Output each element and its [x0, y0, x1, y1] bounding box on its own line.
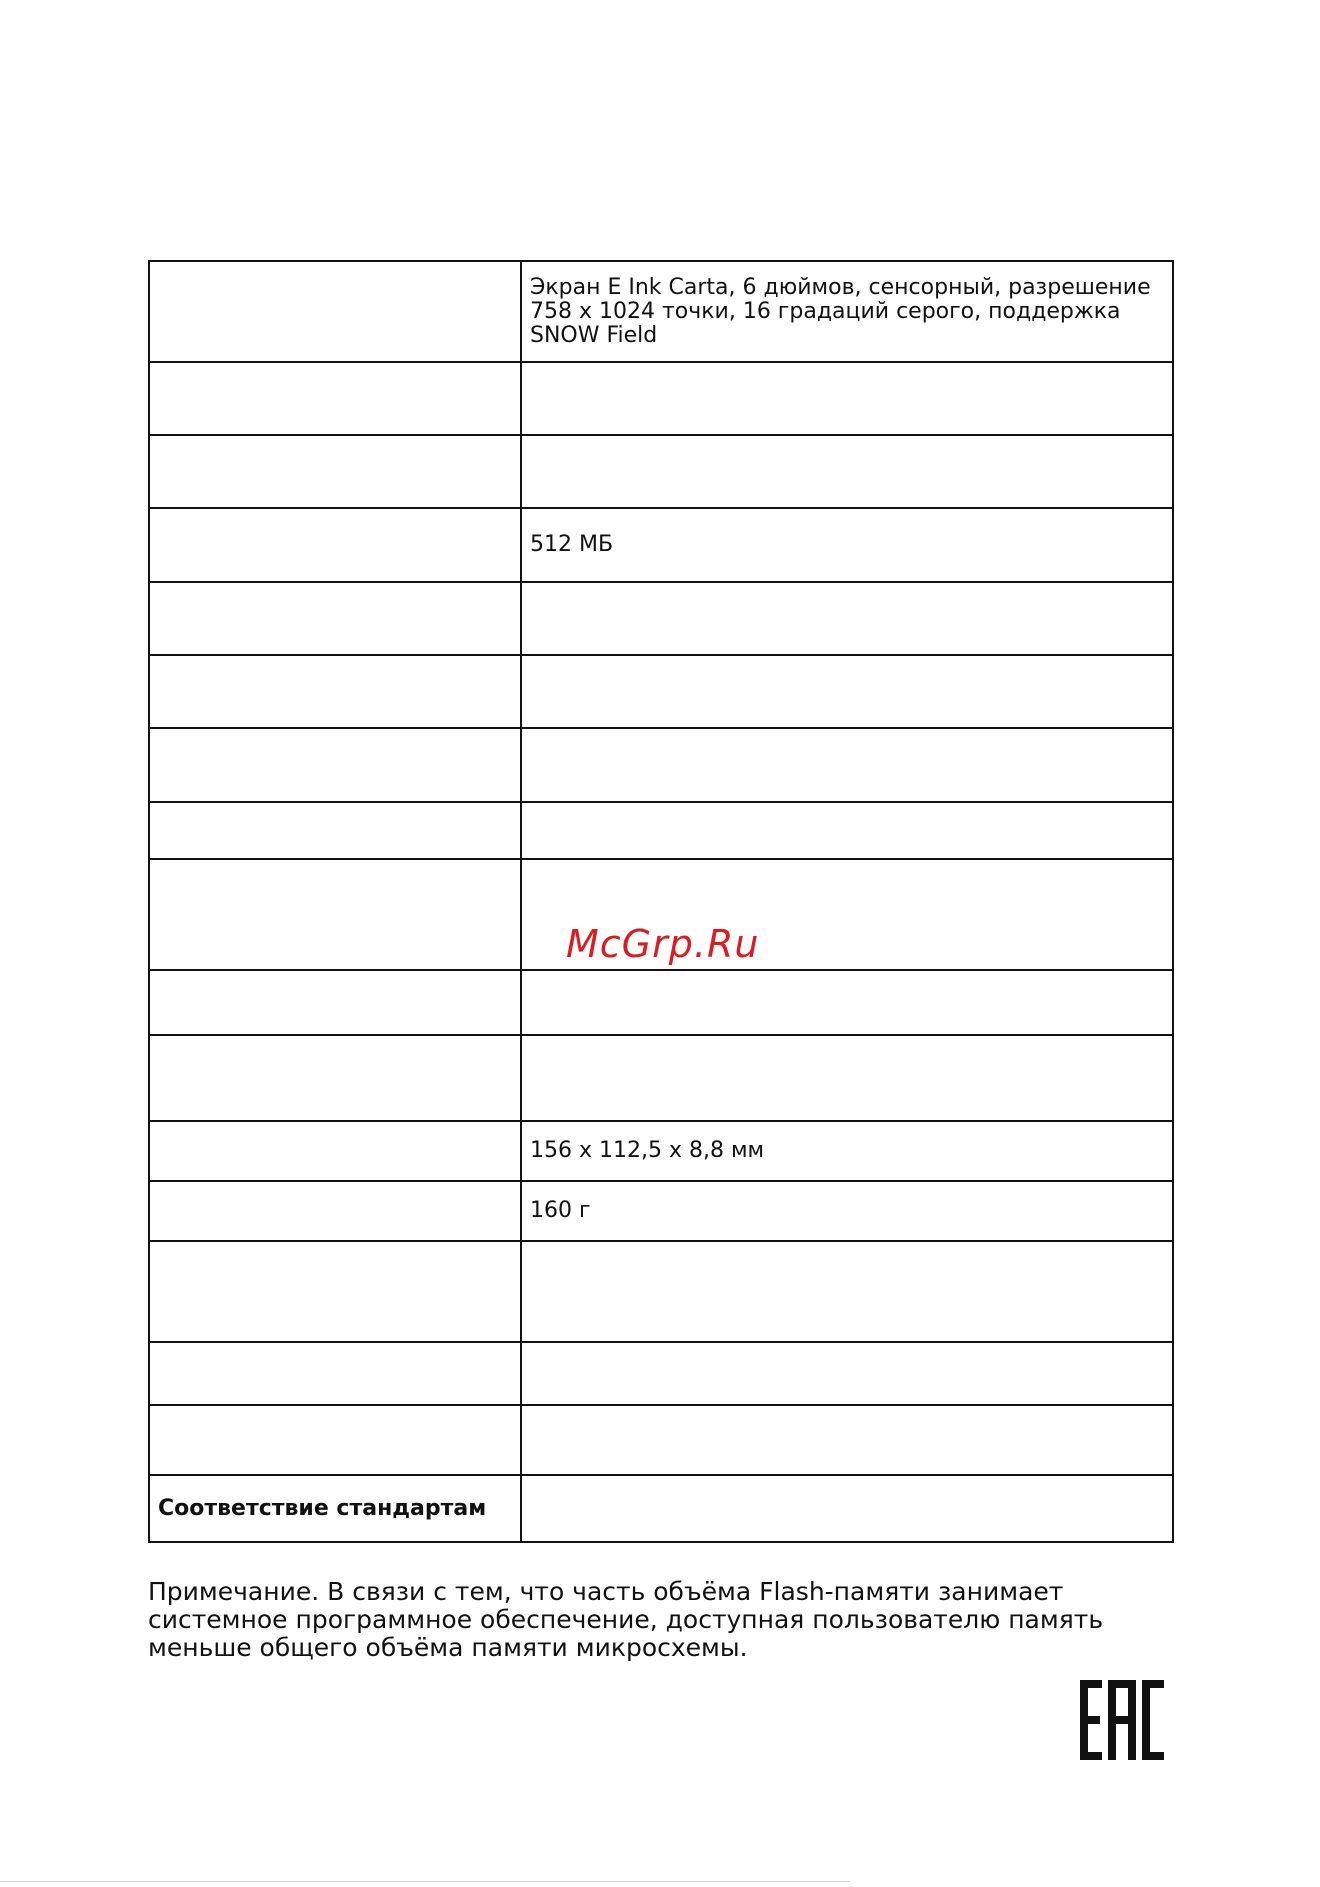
spec-value: [521, 582, 1173, 655]
spec-value: 160 г: [521, 1181, 1173, 1241]
table-row: [149, 802, 1173, 859]
spec-value: [521, 1342, 1173, 1405]
table-row: [149, 1121, 1173, 1181]
table-row: [149, 1405, 1173, 1475]
page-divider: [0, 1881, 850, 1882]
spec-label: [149, 1405, 521, 1475]
spec-label: [149, 655, 521, 728]
table-row: [149, 582, 1173, 655]
spec-label: [149, 1121, 521, 1181]
spec-label: [149, 1181, 521, 1241]
spec-label: [149, 1035, 521, 1121]
table-row: [149, 1475, 1173, 1542]
spec-label: [149, 970, 521, 1035]
spec-label: [149, 1342, 521, 1405]
table-row: [149, 362, 1173, 435]
table-row: [149, 1342, 1173, 1405]
spec-label: [149, 582, 521, 655]
spec-value: [521, 970, 1173, 1035]
spec-table: [148, 260, 1174, 1543]
spec-label: [149, 1241, 521, 1342]
spec-value: [521, 362, 1173, 435]
spec-label: [149, 728, 521, 802]
watermark: McGrp.Ru: [566, 922, 760, 966]
table-row: [149, 970, 1173, 1035]
spec-label: [149, 859, 521, 970]
spec-label: [149, 435, 521, 508]
spec-value: [521, 1405, 1173, 1475]
table-row: [149, 1241, 1173, 1342]
spec-value: [521, 435, 1173, 508]
table-row: [149, 261, 1173, 362]
table-row: [149, 1035, 1173, 1121]
spec-value: 156 х 112,5 х 8,8 мм: [521, 1121, 1173, 1181]
spec-value: [521, 728, 1173, 802]
spec-label: [149, 802, 521, 859]
spec-value: [521, 1035, 1173, 1121]
spec-value: [521, 1241, 1173, 1342]
spec-value: [521, 655, 1173, 728]
table-row: [149, 508, 1173, 582]
footnote: Примечание. В связи с тем, что часть объёма Flash-памяти занимает системное программное обеспечение, доступная пользователю память меньше общего объёма памяти микросхемы.: [148, 1577, 1104, 1662]
spec-label-standards: Соответствие стандартам: [149, 1475, 521, 1542]
table-row: [149, 1181, 1173, 1241]
spec-value: [521, 1475, 1173, 1542]
table-row: [149, 435, 1173, 508]
eac-certification-mark-icon: [1080, 1680, 1164, 1760]
spec-value: [521, 802, 1173, 859]
spec-label: [149, 508, 521, 582]
spec-label: [149, 261, 521, 362]
spec-value: 512 МБ: [521, 508, 1173, 582]
spec-value: Экран E Ink Carta, 6 дюймов, сенсорный, разрешение 758 х 1024 точки, 16 градаций серого, поддержка SNOW Field: [521, 261, 1173, 362]
spec-label: [149, 362, 521, 435]
table-row: [149, 655, 1173, 728]
table-row: [149, 728, 1173, 802]
